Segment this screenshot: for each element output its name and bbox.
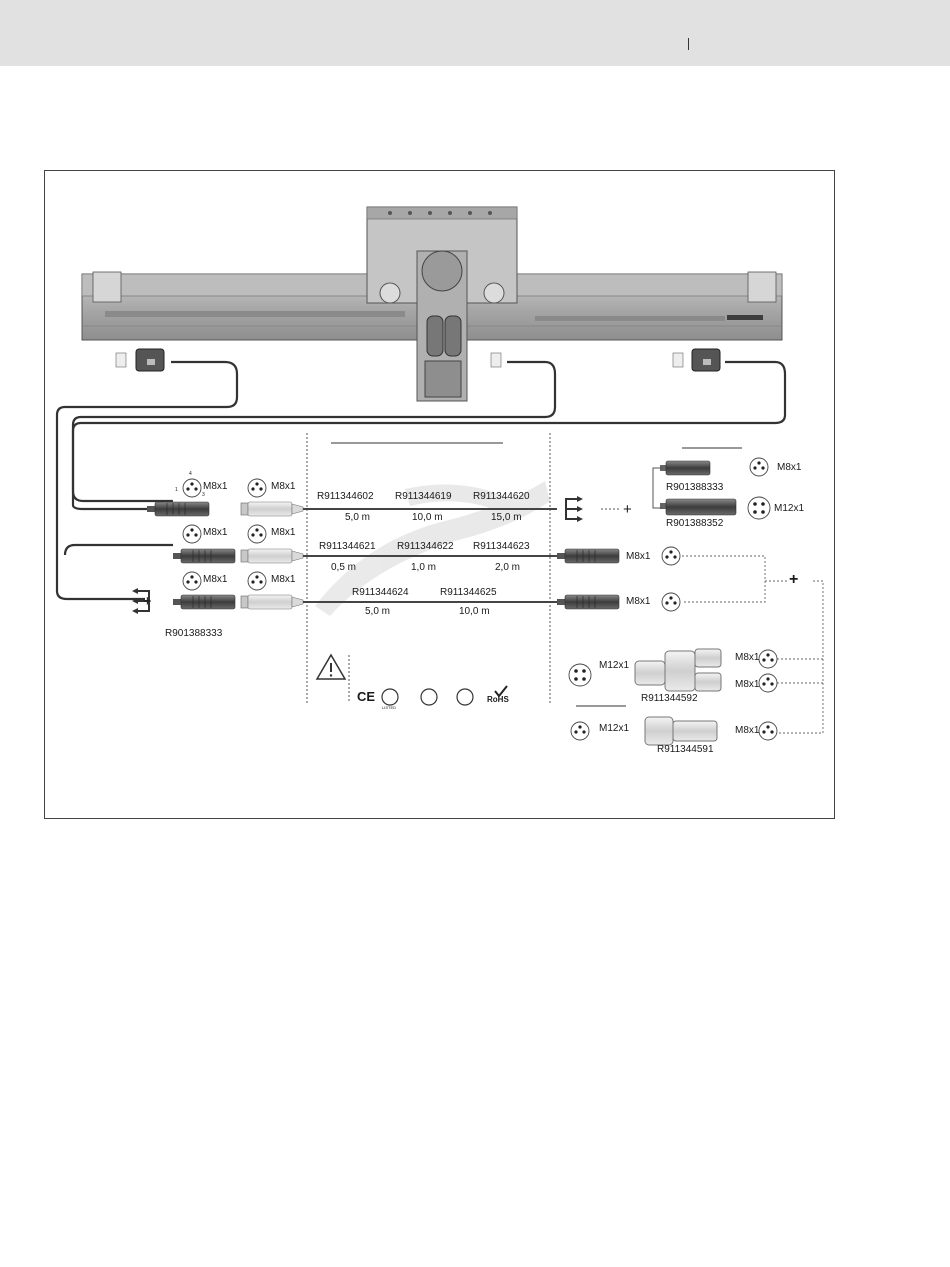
cable-row1-part-3: R911344620 — [473, 491, 530, 502]
label-left-row3: M8x1 — [203, 574, 228, 585]
label-straight-adapter-m8: M8x1 — [735, 725, 760, 736]
left-row3-connectors — [173, 595, 303, 609]
right-row3-plug — [557, 595, 619, 609]
ul-mark-icon — [382, 689, 398, 705]
pg-mark-icon — [457, 689, 473, 705]
cable-row3-part-1: R911344624 — [352, 587, 409, 598]
cable-row3-len-1: 5,0 m — [365, 606, 391, 617]
splitter-plug-m8 — [660, 461, 710, 475]
plus-left: + — [143, 593, 152, 610]
label-left-row3-female: M8x1 — [271, 574, 296, 585]
splitter-plug-m12 — [660, 499, 736, 515]
rohs-mark: RoHS — [487, 695, 509, 704]
label-left-row1: M8x1 — [203, 481, 228, 492]
pin-face-left-row2-female — [248, 525, 266, 543]
plus-right-top: + — [623, 501, 632, 518]
cable-row2-part-3: R911344623 — [473, 541, 530, 552]
warning-triangle-icon — [317, 655, 345, 679]
pin-face-right-row2 — [662, 547, 680, 565]
pin-face-left-row3-male — [183, 572, 201, 590]
part-y-adapter: R911344592 — [641, 693, 698, 704]
sensor-right — [673, 349, 720, 371]
cable-row1-len-2: 10,0 m — [412, 512, 443, 523]
pin-face-right-row3 — [662, 593, 680, 611]
cable-row2-len-1: 0,5 m — [331, 562, 357, 573]
pin-face-right-m8 — [750, 458, 768, 476]
csa-mark-icon — [421, 689, 437, 705]
cable-row3-part-2: R911344625 — [440, 587, 497, 598]
cable-row1-part-2: R911344619 — [395, 491, 452, 502]
label-y-adapter-m8-a: M8x1 — [735, 652, 760, 663]
ce-mark: CE — [357, 689, 376, 704]
pin-4-label: 4 — [189, 471, 192, 477]
right-row2-plug — [557, 549, 619, 563]
part-straight-adapter: R911344591 — [657, 744, 714, 755]
cable-row2-len-3: 2,0 m — [495, 562, 521, 573]
label-straight-adapter-m12: M12x1 — [599, 723, 630, 734]
cable-row2-part-1: R911344621 — [319, 541, 376, 552]
pin-face-y-adapter-b — [759, 674, 777, 692]
label-left-row1-female: M8x1 — [271, 481, 296, 492]
page-header-bar — [0, 0, 950, 66]
pin-3-label: 3 — [202, 492, 205, 498]
cable-row1-len-3: 15,0 m — [491, 512, 522, 523]
pin-face-y-adapter-a — [759, 650, 777, 668]
label-right-row2: M8x1 — [626, 551, 651, 562]
pin-face-left-row3-female — [248, 572, 266, 590]
label-right-m12-top: M12x1 — [774, 503, 805, 514]
pin-1-label: 1 — [175, 487, 178, 493]
sensor-middle — [491, 353, 501, 367]
y-adapter — [569, 649, 721, 691]
diagram-frame — [44, 170, 835, 819]
left-row1-connectors — [147, 502, 303, 516]
sensor-left — [116, 349, 164, 371]
label-right-m8-top: M8x1 — [777, 462, 802, 473]
cable-row1-len-1: 5,0 m — [345, 512, 371, 523]
left-row2-connectors — [173, 549, 303, 563]
cable-row2-len-2: 1,0 m — [411, 562, 437, 573]
part-left-bottom: R901388333 — [165, 628, 223, 639]
label-y-adapter-m8-b: M8x1 — [735, 679, 760, 690]
label-y-adapter-m12: M12x1 — [599, 660, 630, 671]
label-left-row2: M8x1 — [203, 527, 228, 538]
linear-actuator — [82, 207, 782, 401]
part-right-top-m8: R901388333 — [666, 482, 724, 493]
straight-adapter — [571, 717, 717, 745]
pin-face-left-row1-male — [183, 479, 201, 497]
header-divider — [688, 38, 689, 50]
cable-row3-len-2: 10,0 m — [459, 606, 490, 617]
plus-right-mid: + — [789, 571, 799, 588]
pin-face-right-m12 — [748, 497, 770, 519]
label-left-row2-female: M8x1 — [271, 527, 296, 538]
split-arrow-right — [566, 496, 583, 522]
part-right-top-m12: R901388352 — [666, 518, 724, 529]
dashed-brackets — [682, 556, 823, 733]
pin-face-left-row1-female — [248, 479, 266, 497]
label-right-row3: M8x1 — [626, 596, 651, 607]
cable-row2-part-2: R911344622 — [397, 541, 454, 552]
pin-face-left-row2-male — [183, 525, 201, 543]
ul-listed-text: LISTED — [382, 705, 397, 710]
cable-row1-part-1: R911344602 — [317, 491, 374, 502]
pin-face-straight-adapter — [759, 722, 777, 740]
